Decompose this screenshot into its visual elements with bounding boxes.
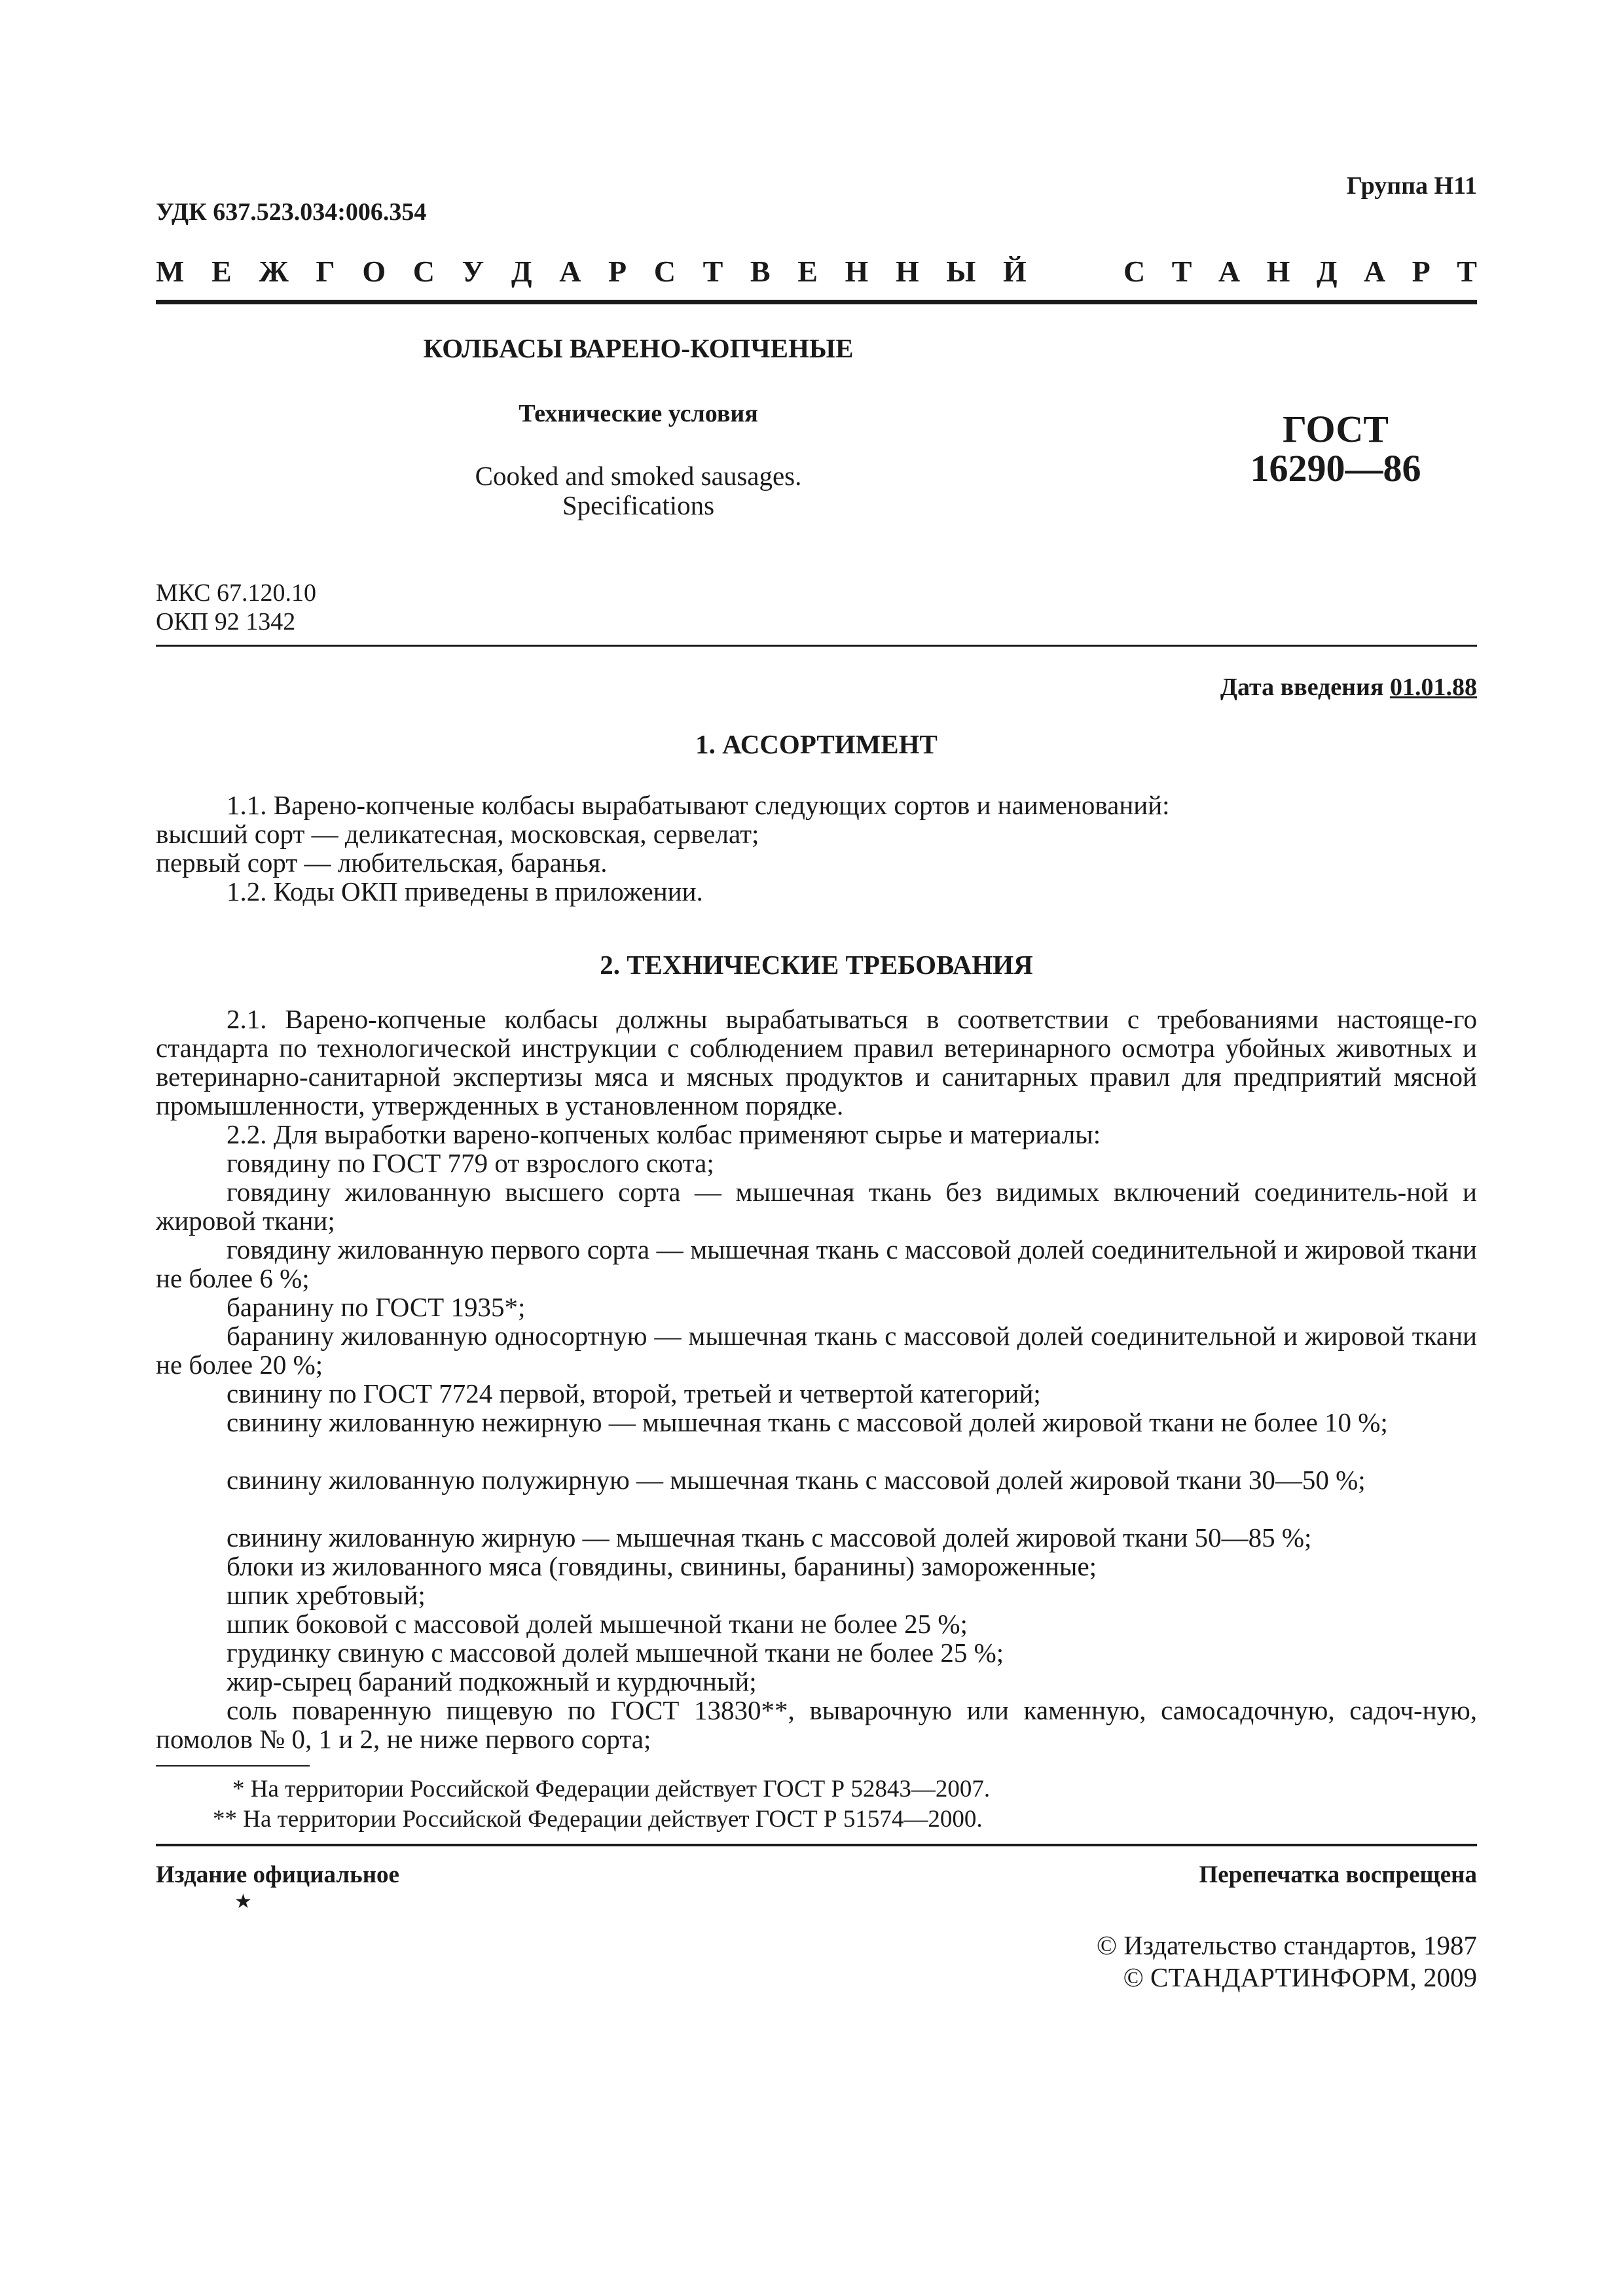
- banner-letter: Н: [845, 255, 869, 288]
- copyright-2009: © СТАНДАРТИНФОРМ, 2009: [1123, 1962, 1477, 1992]
- banner-letter: Ы: [946, 255, 976, 288]
- list-item: баранину по ГОСТ 1935*;: [227, 1292, 526, 1322]
- banner-letter: Г: [316, 255, 335, 288]
- banner-letter: В: [750, 255, 771, 288]
- footnote-1: * На территории Российской Федерации действует ГОСТ Р 52843—2007.: [232, 1776, 991, 1803]
- banner-left: [156, 255, 1027, 288]
- banner-letter: Н: [1266, 255, 1290, 288]
- banner-letter: А: [559, 255, 581, 288]
- list-item: говядину жилованную первого сорта — мышечная ткань с массовой долей соединительной и жировой ткани не более 6 %;: [156, 1234, 1477, 1293]
- standard-banner: [156, 255, 1477, 288]
- banner-letter: О: [362, 255, 386, 288]
- list-item: свинину по ГОСТ 7724 первой, второй, третьей и четвертой категорий;: [227, 1378, 1041, 1408]
- document-title: КОЛБАСЫ ВАРЕНО-КОПЧЕНЫЕ: [423, 333, 854, 363]
- banner-letter: Р: [1412, 255, 1431, 288]
- section-1-line: первый сорт — любительская, баранья.: [156, 848, 608, 878]
- okp-code: ОКП 92 1342: [156, 608, 296, 636]
- document-subtitle: Технические условия: [519, 400, 758, 427]
- list-item: говядину по ГОСТ 779 от взрослого скота;: [227, 1148, 714, 1178]
- banner-letter: М: [156, 255, 185, 288]
- banner-letter: С: [1123, 255, 1146, 288]
- banner-letter: Е: [797, 255, 818, 288]
- paragraph-2-2: 2.2. Для выработки варено-копченых колбас применяют сырье и материалы:: [227, 1119, 1101, 1149]
- list-item: соль поваренную пищевую по ГОСТ 13830**, выварочную или каменную, самосадочную, садоч-ную, помолов № 0, 1 и 2, не ниже первого сорта;: [156, 1695, 1477, 1754]
- banner-letter: Т: [1457, 255, 1477, 288]
- intro-date: [1220, 673, 1477, 702]
- banner-letter: Р: [608, 255, 627, 288]
- copyright-1987: © Издательство стандартов, 1987: [1096, 1930, 1477, 1960]
- list-item: баранину жилованную односортную — мышечная ткань с массовой долей соединительной и жировой ткани не более 20 %;: [156, 1321, 1477, 1380]
- gost-label: ГОСТ: [1283, 408, 1389, 450]
- group-code: Группа Н11: [1346, 172, 1477, 200]
- list-item: грудинку свиную с массовой долей мышечной ткани не более 25 %;: [227, 1638, 1004, 1668]
- section-1-line: высший сорт — деликатесная, московская, сервелат;: [156, 819, 759, 849]
- banner-letter: У: [462, 255, 484, 288]
- footnote-2: ** На территории Российской Федерации действует ГОСТ Р 51574—2000.: [213, 1806, 983, 1833]
- top-rule: [156, 300, 1477, 304]
- banner-letter: Н: [895, 255, 919, 288]
- gost-number: 16290—86: [1250, 447, 1421, 490]
- section-1-line: 1.2. Коды ОКП приведены в приложении.: [227, 876, 703, 906]
- list-item: жир-сырец бараний подкожный и курдючный;: [227, 1666, 757, 1696]
- banner-letter: Д: [1316, 255, 1338, 288]
- list-item: свинину жилованную нежирную — мышечная ткань с массовой долей жировой ткани не более 10 %;: [227, 1407, 1388, 1437]
- banner-letter: Д: [511, 255, 532, 288]
- official-edition: Издание официальное: [156, 1861, 399, 1888]
- banner-letter: Т: [1171, 255, 1192, 288]
- footnote-separator: [156, 1765, 310, 1767]
- list-item: блоки из жилованного мяса (говядины, свинины, баранины) замороженные;: [227, 1551, 1097, 1581]
- list-item: говядину жилованную высшего сорта — мышечная ткань без видимых включений соединитель-ной и жировой ткани;: [156, 1177, 1477, 1236]
- section-1-title: 1. АССОРТИМЕНТ: [695, 729, 938, 759]
- banner-letter: Ж: [259, 255, 289, 288]
- classification-rule: [156, 645, 1477, 647]
- section-1-line: 1.1. Варено-копченые колбасы вырабатывают следующих сортов и наименований:: [227, 790, 1170, 820]
- banner-letter: А: [1218, 255, 1241, 288]
- udk-code: УДК 637.523.034:006.354: [156, 198, 427, 226]
- list-item: свинину жилованную жирную — мышечная ткань с массовой долей жировой ткани 50—85 %;: [227, 1522, 1312, 1552]
- list-item: шпик боковой с массовой долей мышечной ткани не более 25 %;: [227, 1609, 968, 1639]
- english-title-line1: Cooked and smoked sausages.: [475, 461, 802, 491]
- banner-letter: А: [1363, 255, 1386, 288]
- english-title-line2: Specifications: [562, 490, 715, 520]
- banner-letter: С: [412, 255, 435, 288]
- intro-date-value: 01.01.88: [1390, 673, 1477, 701]
- footer-rule: [156, 1844, 1477, 1846]
- list-item: шпик хребтовый;: [227, 1580, 426, 1610]
- banner-letter: Е: [211, 255, 232, 288]
- section-2-title: 2. ТЕХНИЧЕСКИЕ ТРЕБОВАНИЯ: [600, 950, 1033, 980]
- star-mark: ★: [234, 1891, 252, 1912]
- mks-code: МКС 67.120.10: [156, 579, 317, 607]
- intro-date-label: Дата введения: [1220, 673, 1384, 701]
- banner-letter: Й: [1003, 255, 1027, 288]
- banner-letter: С: [653, 255, 676, 288]
- reprint-prohibited: Перепечатка воспрещена: [1199, 1861, 1477, 1888]
- paragraph-2-1: 2.1. Варено-копченые колбасы должны вырабатываться в соответствии с требованиями настояще-го стандарта по технологической инструкции с соблюдением правил ветеринарного осмотра убойных животных и ветеринарно-санитарной экспертизы мяса и мясных продуктов и санитарных правил для предприятий мясной промышленности, утвержденных в установленном порядке.: [156, 1004, 1477, 1121]
- banner-letter: Т: [702, 255, 723, 288]
- list-item: свинину жилованную полужирную — мышечная ткань с массовой долей жировой ткани 30—50 %;: [227, 1465, 1366, 1495]
- banner-right: [1123, 255, 1477, 288]
